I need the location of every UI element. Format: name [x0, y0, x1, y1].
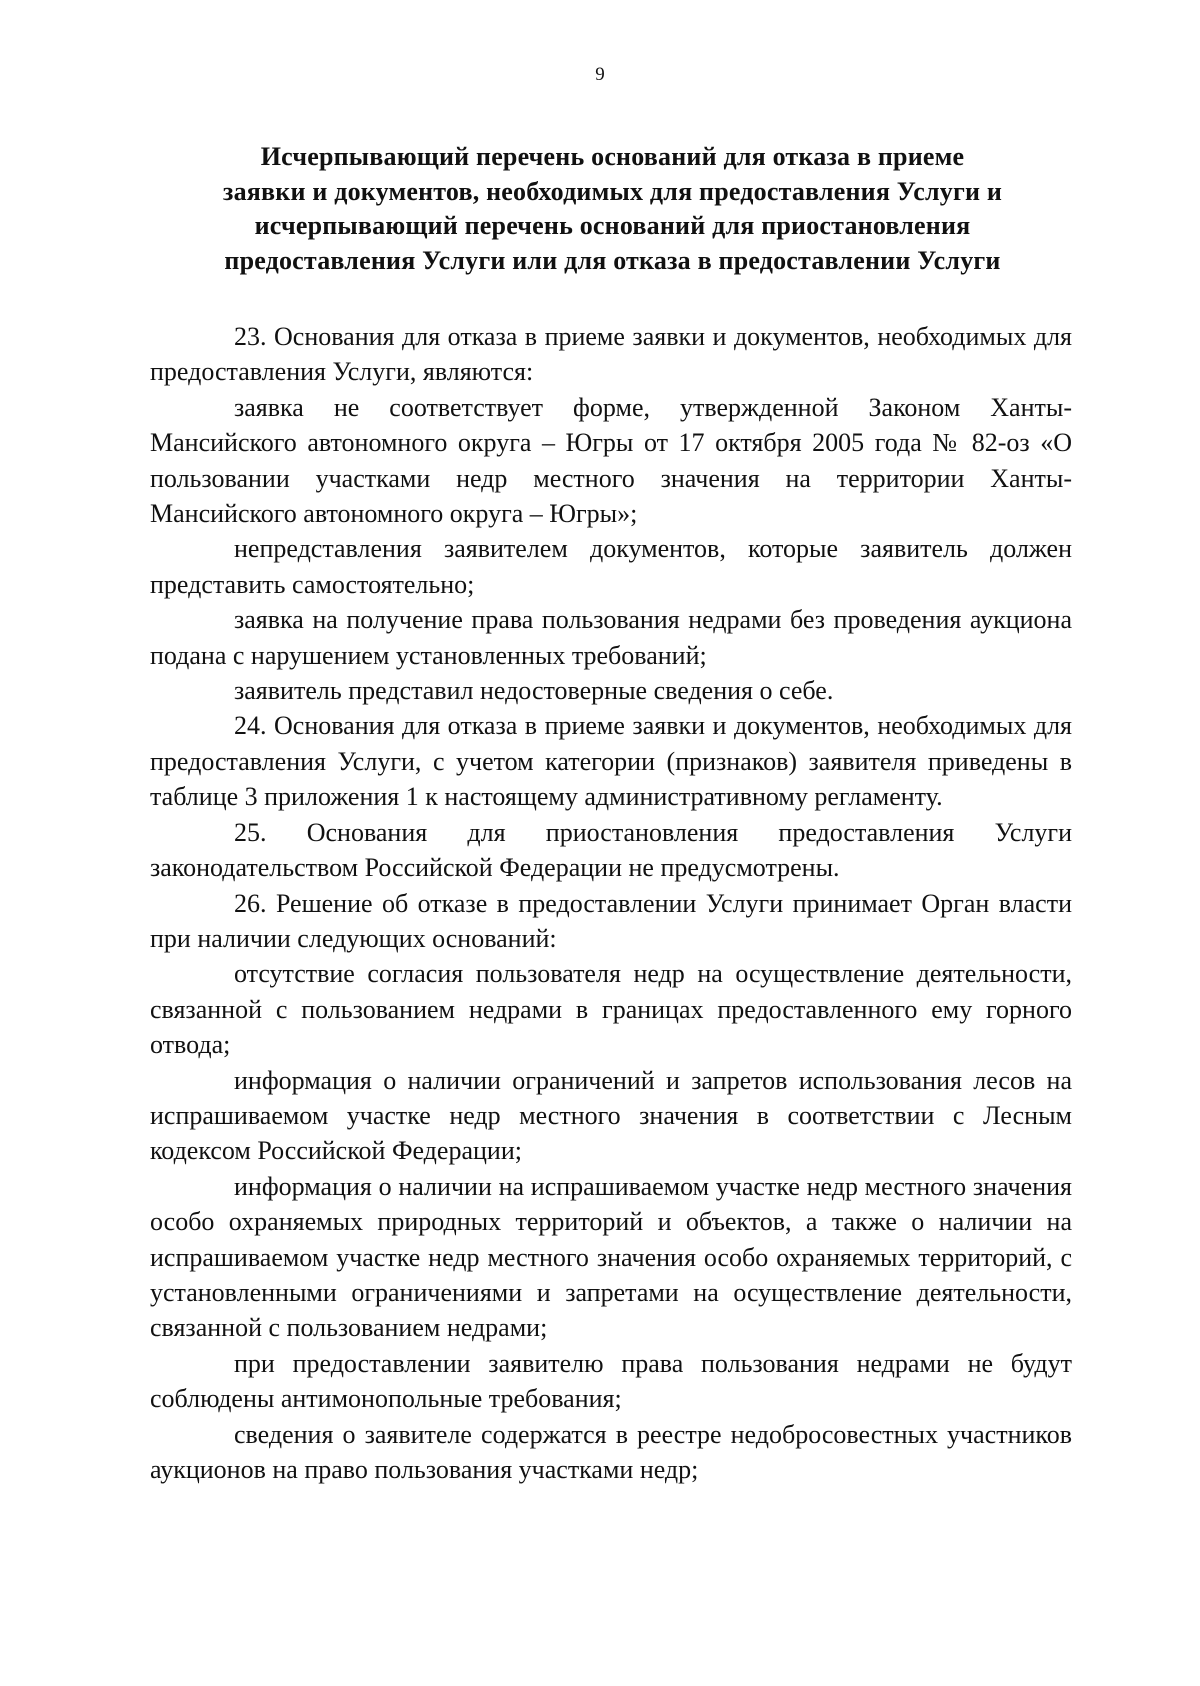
paragraph-item: при предоставлении заявителю права пользования недрами не будут соблюдены антимонопольные требования; [150, 1348, 1072, 1414]
paragraph-item: отсутствие согласия пользователя недр на осуществление деятельности, связанной с пользованием недрами в границах предоставленного ему горного отвода; [150, 959, 1072, 1060]
page-number: 9 [595, 64, 605, 85]
heading-line: исчерпывающий перечень оснований для приостановления [254, 211, 971, 240]
paragraph-26: 26. Решение об отказе в предоставлении Услуги принимает Орган власти при наличии следующих оснований: [150, 888, 1072, 953]
document-body [150, 319, 1072, 1487]
paragraph-23: 23. Основания для отказа в приеме заявки и документов, необходимых для предоставления Услуги, являются: [150, 322, 1072, 387]
paragraph-item: сведения о заявителе содержатся в реестре недобросовестных участников аукционов на право пользования участками недр; [150, 1419, 1072, 1484]
paragraph-24: 24. Основания для отказа в приеме заявки и документов, необходимых для предоставления Услуги, с учетом категории (признаков) заявителя приведены в таблице 3 приложения 1 к настоящему административному регламенту. [150, 711, 1072, 812]
heading-line: Исчерпывающий перечень оснований для отказа в приеме [260, 142, 965, 171]
paragraph-25: 25. Основания для приостановления предоставления Услуги законодательством Российской Федерации не предусмотрены. [150, 817, 1072, 883]
paragraph-item: заявка не соответствует форме, утвержденной Законом Ханты-Мансийского автономного округа – Югры от 17 октября 2005 года № 82-оз «О пользовании участками недр местного значения на территории Ханты-Мансийского автономного округа – Югры»; [150, 392, 1072, 529]
paragraph-item: заявитель представил недостоверные сведения о себе. [234, 676, 834, 706]
paragraph-item: заявка на получение права пользования недрами без проведения аукциона подана с нарушением установленных требований; [150, 605, 1072, 670]
heading-line: предоставления Услуги или для отказа в предоставлении Услуги [224, 245, 1001, 275]
paragraph-item: информация о наличии ограничений и запретов использования лесов на испрашиваемом участке недр местного значения в соответствии с Лесным кодексом Российской Федерации; [150, 1065, 1072, 1166]
heading-line: заявки и документов, необходимых для предоставления Услуги и [222, 176, 1003, 206]
paragraph-item: непредставления заявителем документов, которые заявитель должен представить самостоятельно; [150, 534, 1072, 599]
section-heading [150, 140, 1075, 278]
paragraph-item: информация о наличии на испрашиваемом участке недр местного значения особо охраняемых природных территорий и объектов, а также о наличии на испрашиваемом участке недр местного значения особо охраняемых территорий, с установленными ограничениями и запретами на осуществление деятельности, связанной с пользованием недрами; [150, 1171, 1072, 1343]
